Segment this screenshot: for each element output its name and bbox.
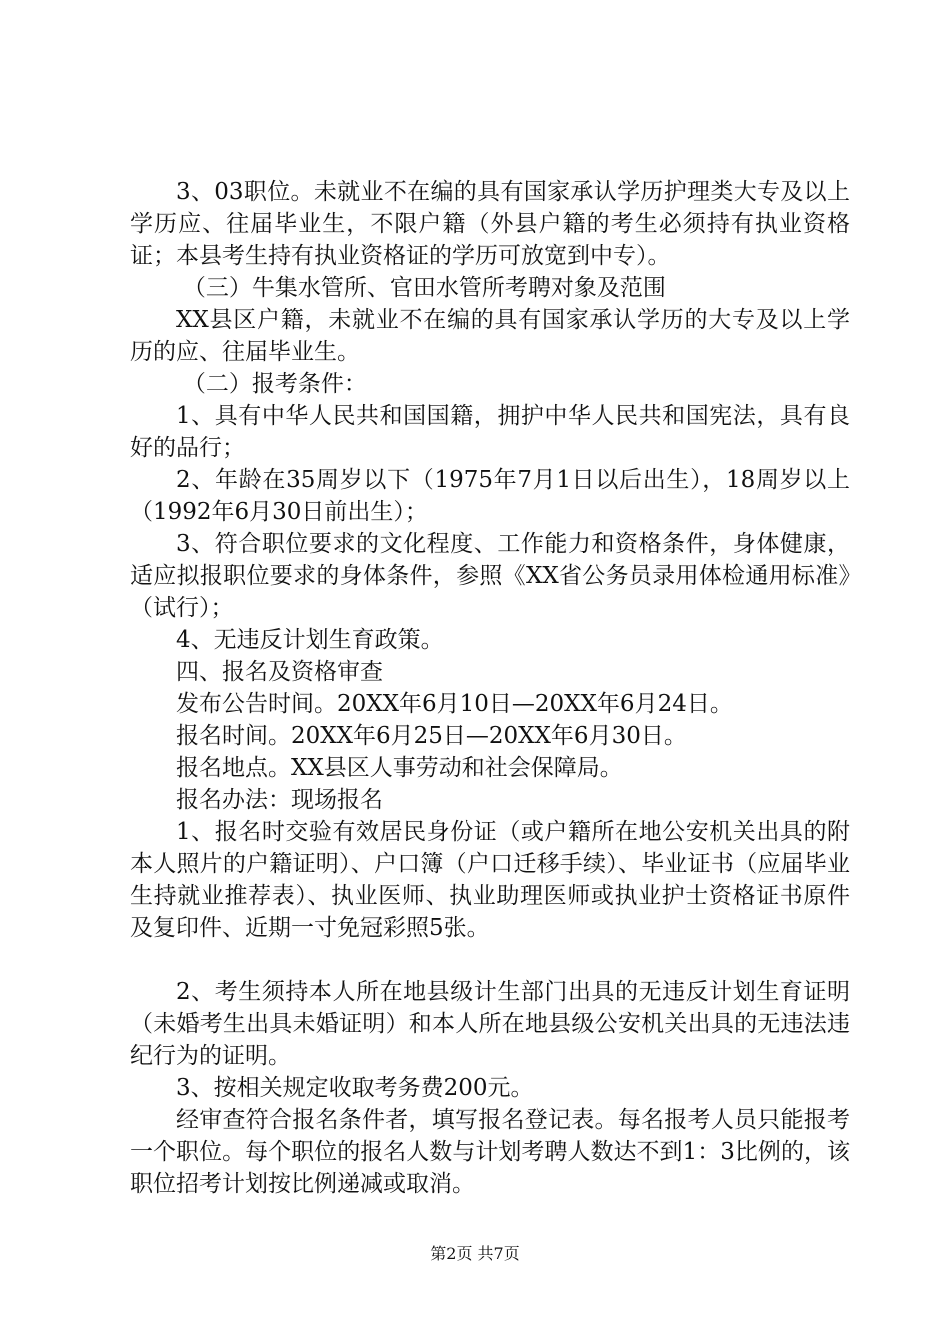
registration-item-2: 2、考生须持本人所在地县级计生部门出具的无违反计划生育证明（未婚考生出具未婚证明）和本人所在地县级公安机关出具的无违法违纪行为的证明。 [130,979,850,1069]
condition-item-3: 3、符合职位要求的文化程度、工作能力和资格条件，身体健康，适应拟报职位要求的身体条件，参照《XX省公务员录用体检通用标准》（试行）； [130,531,850,621]
section-heading-registration: 四、报名及资格审查 [176,659,383,685]
section-heading-water-stations: （三）牛集水管所、官田水管所考聘对象及范围 [182,275,666,301]
registration-item-1: 1、报名时交验有效居民身份证（或户籍所在地公安机关出具的附本人照片的户籍证明）、户口簿（户口迁移手续）、毕业证书（应届毕业生持就业推荐表）、执业医师、执业助理医师或执业护士资格证书原件及复印件、近期一寸免冠彩照5张。 [130,819,850,941]
condition-item-1: 1、具有中华人民共和国国籍，拥护中华人民共和国宪法，具有良好的品行； [130,403,850,461]
page-number-footer: 第2页 共7页 [430,1244,520,1263]
registration-item-3: 3、按相关规定收取考务费200元。 [176,1075,534,1101]
condition-item-2: 2、年龄在35周岁以下（1975年7月1日以后出生），18周岁以上（1992年6月30日前出生）； [130,467,850,525]
document-body [130,176,850,1200]
paragraph-03-position: 3、03职位。未就业不在编的具有国家承认学历护理类大专及以上学历应、往届毕业生，不限户籍（外县户籍的考生必须持有执业资格证；本县考生持有执业资格证的学历可放宽到中专）。 [130,179,850,269]
section-heading-conditions: （二）报考条件： [182,371,367,397]
registration-method: 报名办法：现场报名 [176,787,383,813]
notice-time: 发布公告时间。20XX年6月10日—20XX年6月24日。 [176,691,733,717]
registration-place: 报名地点。XX县区人事劳动和社会保障局。 [176,755,623,781]
paragraph-water-stations-scope: XX县区户籍，未就业不在编的具有国家承认学历的大专及以上学历的应、往届毕业生。 [130,307,850,365]
review-paragraph: 经审查符合报名条件者，填写报名登记表。每名报考人员只能报考一个职位。每个职位的报名人数与计划考聘人数达不到1：3比例的，该职位招考计划按比例递减或取消。 [130,1107,850,1197]
paragraph-gap [130,944,850,976]
registration-time: 报名时间。20XX年6月25日—20XX年6月30日。 [176,723,687,749]
condition-item-4: 4、无违反计划生育政策。 [176,627,444,653]
